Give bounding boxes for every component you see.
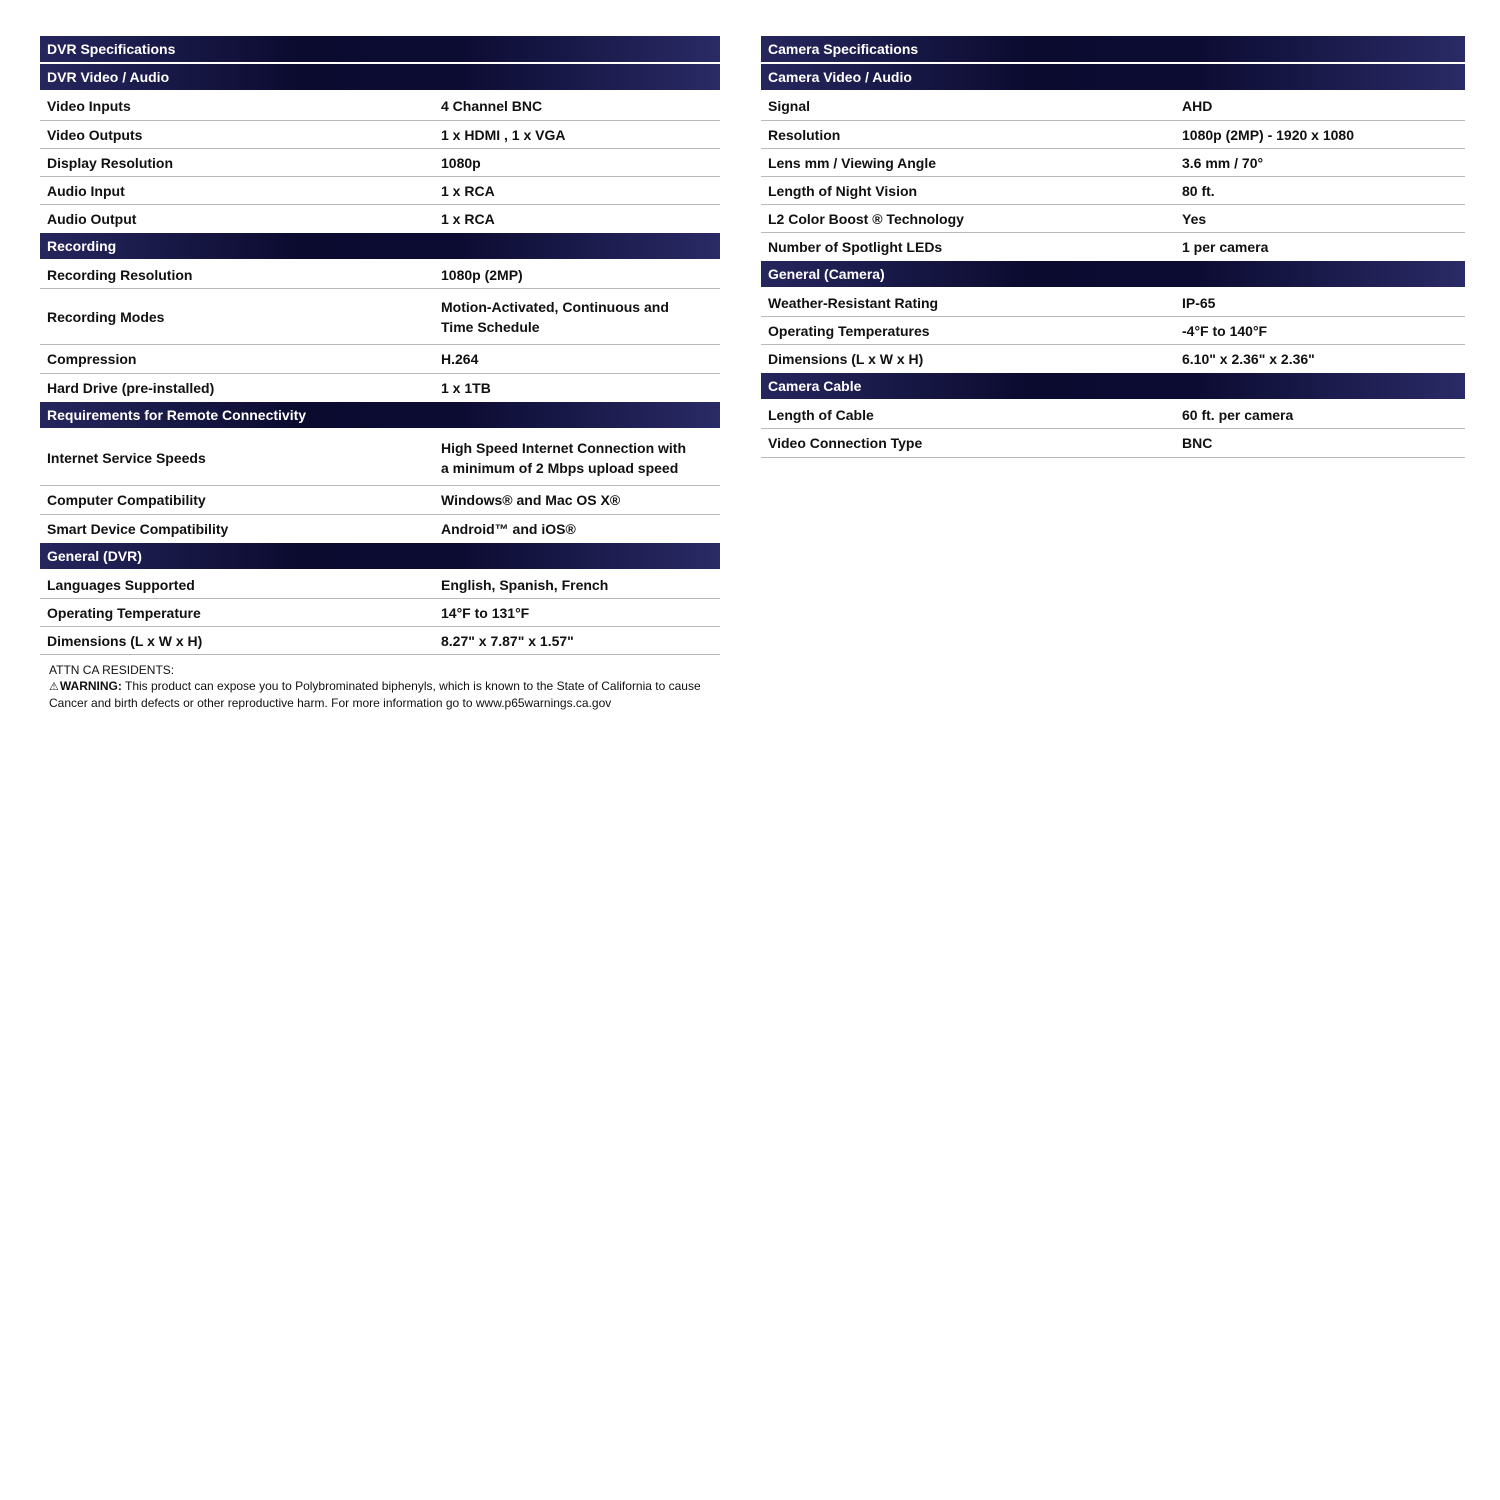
spec-label: Smart Device Compatibility xyxy=(47,521,229,537)
spec-label: Compression xyxy=(47,351,137,367)
spec-row xyxy=(40,345,720,374)
spec-value: 1 per camera xyxy=(1182,239,1269,255)
spec-row xyxy=(761,92,1465,121)
spec-label: Number of Spotlight LEDs xyxy=(768,239,943,255)
spec-label: Signal xyxy=(768,98,811,114)
spec-row xyxy=(40,121,720,149)
spec-value: 1 x HDMI , 1 x VGA xyxy=(441,126,566,143)
spec-label: Dimensions (L x W x H) xyxy=(47,632,203,649)
spec-value: IP-65 xyxy=(1182,294,1216,311)
warning-triangle-icon: ⚠ xyxy=(49,681,59,693)
dvr-specifications-table xyxy=(40,36,720,655)
spec-label: Recording Modes xyxy=(47,308,165,325)
spec-row xyxy=(40,486,720,515)
spec-label: Resolution xyxy=(768,126,841,143)
spec-value: 1 x RCA xyxy=(441,211,495,227)
spec-value: H.264 xyxy=(441,351,479,367)
spec-row xyxy=(761,205,1465,233)
spec-value: Windows® and Mac OS X® xyxy=(441,492,621,508)
spec-row xyxy=(40,627,720,655)
spec-label: Video Outputs xyxy=(47,126,143,143)
spec-value: BNC xyxy=(1182,435,1213,451)
spec-label: Video Inputs xyxy=(47,98,131,114)
section-header-camera-video-audio: Camera Video / Audio xyxy=(761,64,1465,90)
spec-row xyxy=(40,599,720,627)
spec-row xyxy=(40,571,720,599)
dvr-specifications-title: DVR Specifications xyxy=(40,36,720,62)
section-header-recording: Recording xyxy=(40,233,720,259)
spec-label: L2 Color Boost ® Technology xyxy=(768,210,964,227)
spec-row xyxy=(761,121,1465,149)
spec-row xyxy=(40,92,720,121)
spec-value: 14°F to 131°F xyxy=(441,604,530,621)
spec-label: Internet Service Speeds xyxy=(47,449,206,466)
spec-label: Weather-Resistant Rating xyxy=(768,294,939,311)
spec-row xyxy=(40,515,720,543)
camera-specifications-table xyxy=(761,36,1465,458)
spec-label: Length of Cable xyxy=(768,406,874,423)
spec-row xyxy=(40,289,720,345)
spec-row xyxy=(40,177,720,205)
spec-row xyxy=(40,205,720,233)
spec-label: Languages Supported xyxy=(47,576,195,593)
spec-value: AHD xyxy=(1182,98,1213,114)
spec-value: Yes xyxy=(1182,210,1207,227)
spec-label: Length of Night Vision xyxy=(768,182,918,199)
section-header-dvr-video-audio: DVR Video / Audio xyxy=(40,64,720,90)
spec-label: Computer Compatibility xyxy=(47,492,206,508)
spec-row xyxy=(40,430,720,486)
spec-label: Audio Output xyxy=(47,211,137,227)
section-header-general-camera: General (Camera) xyxy=(761,261,1465,287)
spec-value: 80 ft. xyxy=(1182,182,1215,199)
spec-value: 60 ft. per camera xyxy=(1182,406,1294,423)
spec-value: 1080p (2MP) - 1920 x 1080 xyxy=(1182,126,1354,143)
spec-label: Operating Temperature xyxy=(47,604,201,621)
spec-row xyxy=(761,177,1465,205)
spec-value: 1 x 1TB xyxy=(441,380,491,396)
section-header-camera-cable: Camera Cable xyxy=(761,373,1465,399)
warning-label: WARNING: xyxy=(59,679,122,693)
spec-label: Video Connection Type xyxy=(768,435,923,451)
spec-row xyxy=(40,374,720,402)
spec-label: Recording Resolution xyxy=(47,266,193,283)
spec-value: Motion-Activated, Continuous and Time Schedule xyxy=(441,298,669,335)
spec-label: Operating Temperatures xyxy=(768,322,930,339)
spec-label: Audio Input xyxy=(47,182,125,199)
section-header-general-dvr: General (DVR) xyxy=(40,543,720,569)
spec-value: 3.6 mm / 70° xyxy=(1182,154,1264,171)
spec-row xyxy=(761,345,1465,373)
spec-value: 4 Channel BNC xyxy=(441,98,543,114)
spec-label: Display Resolution xyxy=(47,154,174,171)
attn-ca-residents: ATTN CA RESIDENTS: xyxy=(49,663,175,677)
spec-value: -4°F to 140°F xyxy=(1182,322,1268,339)
spec-value: English, Spanish, French xyxy=(441,576,609,593)
spec-value: 8.27" x 7.87" x 1.57" xyxy=(441,632,574,649)
spec-value: 1 x RCA xyxy=(441,182,495,199)
spec-row xyxy=(761,289,1465,317)
spec-row xyxy=(761,149,1465,177)
spec-label: Hard Drive (pre-installed) xyxy=(47,380,215,396)
camera-specifications-title: Camera Specifications xyxy=(761,36,1465,62)
section-header-remote-connectivity: Requirements for Remote Connectivity xyxy=(40,402,720,428)
spec-label: Lens mm / Viewing Angle xyxy=(768,154,937,171)
spec-row xyxy=(40,261,720,289)
warning-text: This product can expose you to Polybrominated biphenyls, which is known to the State of California to cause Cancer and birth defects or other reproductive harm. For more information go to www.p65warnings.ca.gov xyxy=(49,679,701,710)
spec-value: 6.10" x 2.36" x 2.36" xyxy=(1182,351,1315,367)
spec-row xyxy=(761,233,1465,261)
spec-label: Dimensions (L x W x H) xyxy=(768,351,924,367)
spec-value: Android™ and iOS® xyxy=(441,521,576,537)
prop65-warning xyxy=(49,662,719,711)
spec-row xyxy=(40,149,720,177)
spec-value: 1080p xyxy=(441,154,481,171)
spec-row xyxy=(761,401,1465,429)
spec-value: 1080p (2MP) xyxy=(441,266,523,283)
spec-row xyxy=(761,429,1465,458)
spec-value: High Speed Internet Connection with a minimum of 2 Mbps upload speed xyxy=(441,439,686,476)
spec-row xyxy=(761,317,1465,345)
